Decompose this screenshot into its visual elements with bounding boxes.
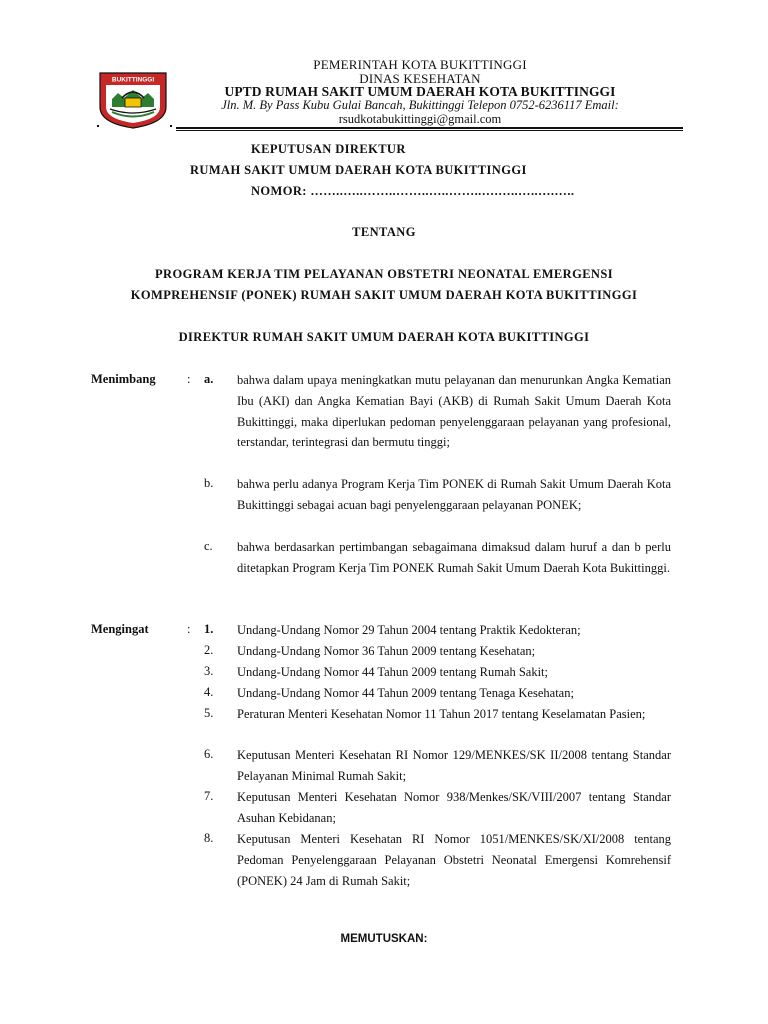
mengingat-item-5: Peraturan Menteri Kesehatan Nomor 11 Tahun 2017 tentang Keselamatan Pasien;	[237, 707, 646, 721]
menimbang-item-b: bahwa perlu adanya Program Kerja Tim PONEK di Rumah Sakit Umum Daerah Kota Bukittinggi sebagai acuan bagi penyelenggaraan pelayanan PONEK;	[237, 477, 671, 512]
hospital-name: UPTD RUMAH SAKIT UMUM DAERAH KOTA BUKITTINGGI	[224, 84, 616, 99]
mengingat-item-8: Keputusan Menteri Kesehatan RI Nomor 1051/MENKES/SK/XI/2008 tentang Pedoman Penyelenggaraan Pelayanan Obstetri Neonatal Emergensi Komrehensif (PONEK) 24 Jam di Rumah Sakit;	[237, 832, 671, 888]
memutuskan-heading: MEMUTUSKAN:	[340, 933, 428, 945]
decree-title: KEPUTUSAN DIREKTUR	[251, 142, 406, 156]
mengingat-mark-3: 3.	[204, 664, 214, 678]
menimbang-item-c: bahwa berdasarkan pertimbangan sebagaimana dimaksud dalam huruf a dan b perlu ditetapkan Program Kerja Tim PONEK Rumah Sakit Umum Daerah Kota Bukittinggi.	[237, 540, 671, 575]
mengingat-colon: :	[187, 622, 191, 636]
mengingat-item-3: Undang-Undang Nomor 44 Tahun 2009 tentang Rumah Sakit;	[237, 665, 549, 679]
rule-dot-left	[97, 125, 99, 127]
mengingat-mark-2: 2.	[204, 643, 214, 657]
mengingat-mark-6: 6.	[204, 747, 214, 761]
mengingat-item-1: Undang-Undang Nomor 29 Tahun 2004 tentang Praktik Kedokteran;	[237, 623, 581, 637]
mengingat-item-6: Keputusan Menteri Kesehatan RI Nomor 129/MENKES/SK II/2008 tentang Standar Pelayanan Minimal Rumah Sakit;	[237, 748, 671, 783]
tentang-heading: TENTANG	[352, 225, 416, 239]
menimbang-mark-b: b.	[204, 476, 214, 490]
mengingat-item-4: Undang-Undang Nomor 44 Tahun 2009 tentang Tenaga Kesehatan;	[237, 686, 574, 700]
letterhead-rule-thin	[176, 130, 683, 131]
logo-banner-text: BUKITTINGGI	[111, 76, 155, 84]
mengingat-mark-7: 7.	[204, 789, 214, 803]
department-name: DINAS KESEHATAN	[359, 71, 481, 86]
director-heading: DIREKTUR RUMAH SAKIT UMUM DAERAH KOTA BUKITTINGGI	[178, 330, 590, 344]
mengingat-mark-1: 1.	[204, 622, 214, 636]
subject-line-2: KOMPREHENSIF (PONEK) RUMAH SAKIT UMUM DAERAH KOTA BUKITTINGGI	[130, 288, 638, 302]
mengingat-item-7: Keputusan Menteri Kesehatan Nomor 938/Menkes/SK/VIII/2007 tentang Standar Asuhan Kebidanan;	[237, 790, 671, 825]
mengingat-mark-5: 5.	[204, 706, 214, 720]
government-name: PEMERINTAH KOTA BUKITTINGGI	[313, 57, 527, 72]
hospital-address: Jln. M. By Pass Kubu Gulai Bancah, Bukittinggi Telepon 0752-6236117 Email:	[221, 98, 619, 112]
hospital-email: rsudkotabukittinggi@gmail.com	[338, 112, 502, 126]
decree-number: NOMOR: ……..…..……..……..…..……..….…..…..….…..	[251, 184, 575, 198]
subject-line-1: PROGRAM KERJA TIM PELAYANAN OBSTETRI NEONATAL EMERGENSI	[155, 267, 613, 281]
mengingat-item-2: Undang-Undang Nomor 36 Tahun 2009 tentang Kesehatan;	[237, 644, 536, 658]
rule-dot-right	[170, 125, 172, 127]
menimbang-colon: :	[187, 372, 191, 386]
mengingat-mark-8: 8.	[204, 831, 214, 845]
menimbang-label: Menimbang	[91, 372, 156, 386]
letterhead-rule	[176, 127, 683, 129]
menimbang-mark-a: a.	[204, 372, 214, 386]
mengingat-label: Mengingat	[91, 622, 149, 636]
menimbang-mark-c: c.	[204, 539, 213, 553]
menimbang-item-a: bahwa dalam upaya meningkatkan mutu pelayanan dan menurunkan Angka Kematian Ibu (AKI) dan Angka Kematian Bayi (AKB) di Rumah Sakit Umum Daerah Kota Bukittinggi, maka diperlukan pedoman penyelenggaraan pelayanan yang profesional, terstandar, terintegrasi dan bermutu tinggi;	[237, 373, 671, 450]
city-emblem-logo	[98, 71, 168, 129]
institution-title: RUMAH SAKIT UMUM DAERAH KOTA BUKITTINGGI	[190, 163, 527, 177]
mengingat-mark-4: 4.	[204, 685, 214, 699]
